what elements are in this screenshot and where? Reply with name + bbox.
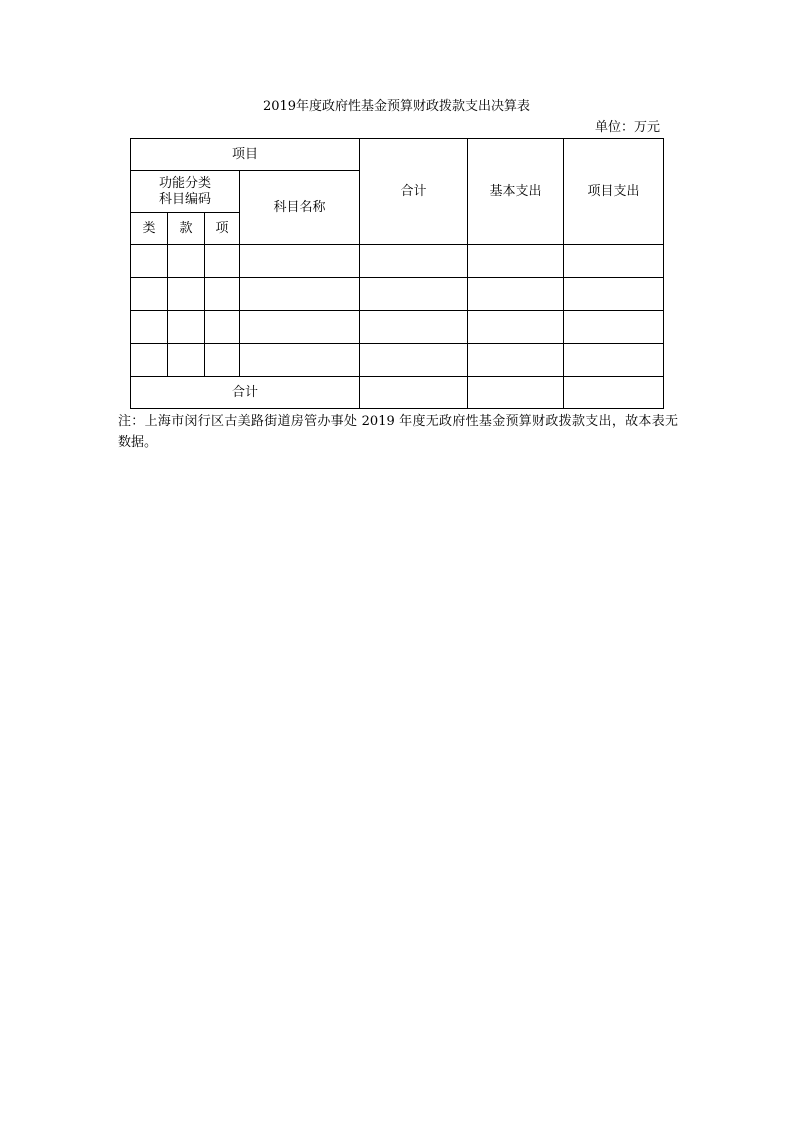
header-code-lei: 类 [131, 213, 168, 245]
cell-xiang [205, 245, 240, 278]
footer-total [360, 377, 468, 409]
footer-project [564, 377, 664, 409]
cell-xiang [205, 278, 240, 311]
cell-kuan [168, 344, 205, 377]
cell-basic [468, 278, 564, 311]
cell-basic [468, 344, 564, 377]
cell-kuan [168, 311, 205, 344]
header-function-code-line2: 科目编码 [158, 191, 211, 207]
header-subject-name: 科目名称 [240, 171, 360, 245]
cell-subject-name [240, 344, 360, 377]
cell-project [564, 245, 664, 278]
cell-xiang [205, 344, 240, 377]
header-total: 合计 [360, 139, 468, 245]
header-row-1 [131, 139, 664, 171]
cell-kuan [168, 245, 205, 278]
header-code-xiang: 项 [205, 213, 240, 245]
cell-lei [131, 278, 168, 311]
budget-table [130, 138, 664, 409]
header-code-kuan: 款 [168, 213, 205, 245]
document-title: 2019年度政府性基金预算财政拨款支出决算表 [262, 99, 531, 114]
cell-total [360, 344, 468, 377]
cell-basic [468, 311, 564, 344]
table-row [131, 344, 664, 377]
cell-lei [131, 311, 168, 344]
cell-basic [468, 245, 564, 278]
cell-project [564, 344, 664, 377]
cell-kuan [168, 278, 205, 311]
cell-subject-name [240, 278, 360, 311]
table-row [131, 278, 664, 311]
header-function-code-line1: 功能分类 [158, 175, 211, 191]
cell-subject-name [240, 311, 360, 344]
footer-total-label: 合计 [131, 377, 360, 409]
table-row [131, 311, 664, 344]
cell-lei [131, 245, 168, 278]
cell-project [564, 311, 664, 344]
header-project: 项目 [131, 139, 360, 171]
unit-label: 单位：万元 [594, 120, 660, 135]
header-basic-expense: 基本支出 [468, 139, 564, 245]
footer-row [131, 377, 664, 409]
header-project-expense: 项目支出 [564, 139, 664, 245]
footnote: 注：上海市闵行区古美路街道房管办事处 2019 年度无政府性基金预算财政拨款支出，故本表无数据。 [118, 414, 678, 450]
header-function-code [131, 171, 240, 213]
cell-project [564, 278, 664, 311]
cell-total [360, 311, 468, 344]
footer-basic [468, 377, 564, 409]
cell-xiang [205, 311, 240, 344]
cell-total [360, 245, 468, 278]
table-row [131, 245, 664, 278]
cell-total [360, 278, 468, 311]
cell-lei [131, 344, 168, 377]
cell-subject-name [240, 245, 360, 278]
